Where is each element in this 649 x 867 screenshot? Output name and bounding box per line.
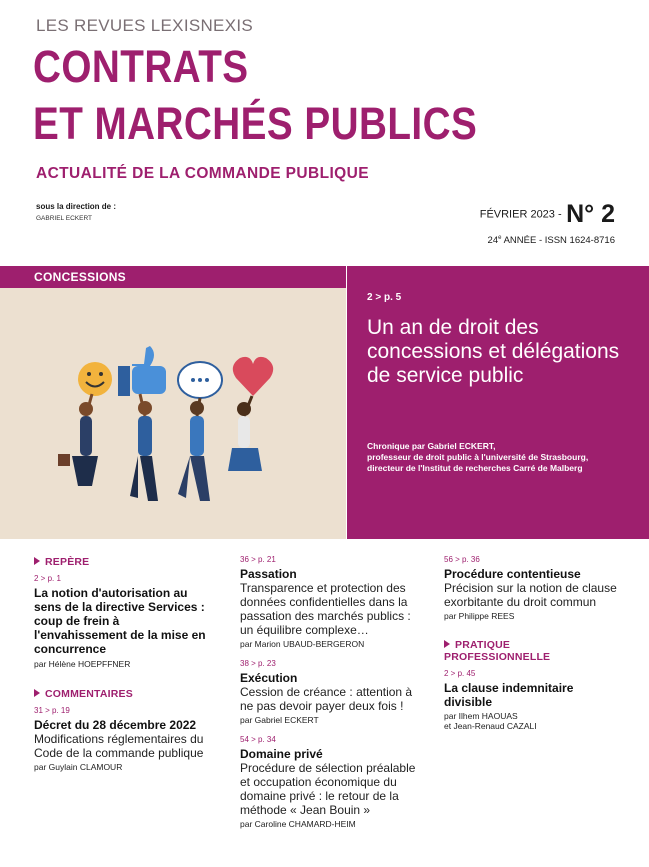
article-author: par Philippe REES (444, 611, 515, 621)
feature-author-line3: directeur de l'Institut de recherches Carré de Malberg (367, 463, 583, 473)
article-title: Exécution (240, 671, 298, 685)
cover-illustration (0, 266, 346, 539)
article-title: Procédure contentieuse (444, 567, 581, 581)
section-repere-label: REPÈRE (45, 556, 90, 568)
column-3 (444, 555, 619, 731)
article-author: par Caroline CHAMARD-HEIM (240, 819, 356, 829)
article-ref: 36 > p. 21 (240, 555, 276, 564)
triangle-icon (34, 557, 40, 565)
feature-author-line1: Chronique par Gabriel ECKERT, (367, 441, 496, 451)
section-commentaires (34, 688, 214, 700)
year-rest: ANNÉE - ISSN 1624-8716 (501, 235, 615, 247)
triangle-icon (444, 640, 450, 648)
year-issn (488, 235, 615, 246)
article-author: et Jean-Renaud CAZALI (444, 721, 537, 731)
column-1 (34, 556, 214, 772)
article-desc: Cession de créance : attention à ne pas devoir payer deux fois ! (240, 685, 413, 713)
speech-bubble-icon (178, 362, 222, 398)
article-author: par Guylain CLAMOUR (34, 762, 123, 772)
article-author: par Marion UBAUD-BERGERON (240, 639, 365, 649)
section-commentaires-label: COMMENTAIRES (45, 688, 133, 700)
article-ref: 31 > p. 19 (34, 706, 70, 715)
article-title: La notion d'autorisation au sens de la directive Services : coup de frein à l'envahissement de la mise en concurrence (34, 586, 206, 656)
director-name: GABRIEL ECKERT (36, 215, 92, 222)
article-ref: 56 > p. 36 (444, 555, 480, 564)
journal-title-line2: ET MARCHÉS PUBLICS (33, 98, 478, 149)
triangle-icon (34, 689, 40, 697)
section-pratique (444, 639, 619, 663)
article-desc: Modifications réglementaires du Code de la commande publique (34, 732, 204, 760)
series-label: LES REVUES LEXISNEXIS (36, 16, 253, 35)
feature-panel (347, 266, 649, 539)
issue-date: FÉVRIER 2023 - (479, 208, 562, 221)
feature-author-line2: professeur de droit public à l'université de Strasbourg, (367, 452, 589, 462)
heart-icon (233, 357, 273, 396)
journal-title-line1: CONTRATS (33, 41, 249, 92)
feature-ref: 2 > p. 5 (367, 292, 402, 303)
column-2 (240, 555, 420, 829)
feature-author (367, 441, 637, 474)
article-desc: Transparence et protection des données confidentielles dans la passation des marchés publics : un équilibre complexe… (240, 581, 411, 637)
article-ref: 54 > p. 34 (240, 735, 276, 744)
article-title: Passation (240, 567, 297, 581)
article-author: par Gabriel ECKERT (240, 715, 319, 725)
article-ref: 2 > p. 45 (444, 669, 476, 678)
journal-subtitle: ACTUALITÉ DE LA COMMANDE PUBLIQUE (36, 165, 369, 182)
people-with-social-media-icons-illustration (0, 266, 346, 539)
article-title: Décret du 28 décembre 2022 (34, 718, 197, 732)
article-author: par Ilhem HAOUAS (444, 711, 518, 721)
article-ref: 38 > p. 23 (240, 659, 276, 668)
article-ref: 2 > p. 1 (34, 574, 61, 583)
year-num: 24 (487, 235, 499, 247)
section-repere (34, 556, 214, 568)
article-desc: Procédure de sélection préalable et occupation économique du domaine privé : le retour de la méthode « Jean Bouin » (240, 761, 416, 817)
section-pratique-label1: PRATIQUE (455, 639, 511, 651)
feature-title: Un an de droit des concessions et délégations de service public (367, 316, 620, 387)
issue-number: N° 2 (566, 200, 615, 228)
year-sup: e (498, 235, 502, 241)
article-author: par Hélène HOEPFFNER (34, 659, 131, 669)
smiley-icon (78, 362, 112, 396)
issue-info (480, 200, 615, 229)
section-pratique-label2: PROFESSIONNELLE (444, 651, 551, 663)
category-label: CONCESSIONS (34, 270, 126, 284)
article-title: Domaine privé (240, 747, 323, 761)
direction-label: sous la direction de : (36, 202, 117, 211)
thumbs-up-icon (118, 346, 166, 396)
article-desc: Précision sur la notion de clause exorbitante du droit commun (444, 581, 617, 609)
article-title: La clause indemnitaire divisible (444, 681, 574, 709)
